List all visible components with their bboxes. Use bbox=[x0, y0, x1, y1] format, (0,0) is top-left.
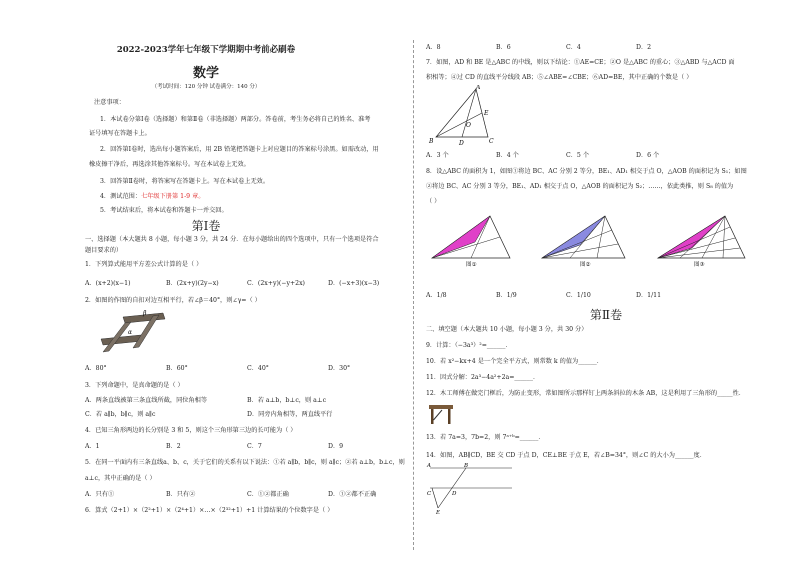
note-line: 1．本试卷分第Ⅰ卷（选择题）和第Ⅱ卷（非选择题）两部分。答卷前，考生务必将自己的姓名、准考 bbox=[100, 116, 371, 123]
option: A．1 bbox=[85, 443, 100, 450]
vertex-label: E bbox=[484, 110, 489, 117]
subject-title: 数学 bbox=[192, 66, 219, 81]
question-8-cont: ②将边 BC、AC 分别 3 等分，BE₁、AD₁ 相交于点 O，△AOB 的面积记为 S₂；……，依此类推，则 S₈ 的值为 bbox=[426, 183, 734, 190]
question-7: 7．如图，AD 和 BE 是△ABC 的中线，则以下结论：①AE=CE；②O 是△ABC 的重心；③△ABD 与△ACD 面 bbox=[426, 59, 735, 66]
exam-info: （考试时间：120 分钟 试卷满分：140 分） bbox=[151, 84, 261, 90]
option: D．1/11 bbox=[636, 292, 662, 299]
column-divider bbox=[413, 40, 414, 550]
question-3: 3．下列命题中，是真命题的是（ ） bbox=[85, 382, 184, 389]
ruler-figure bbox=[95, 307, 185, 357]
option: C．(2x+y)(−y+2x) bbox=[247, 280, 305, 287]
table-figure bbox=[428, 402, 454, 426]
option: D．9 bbox=[328, 443, 344, 450]
option: B．2 bbox=[166, 443, 181, 450]
part2-heading: 第Ⅱ卷 bbox=[589, 308, 623, 322]
option: D．6 个 bbox=[636, 152, 660, 159]
figure-caption: 图③ bbox=[694, 262, 705, 268]
fraction: 1/11 bbox=[647, 292, 662, 299]
option: B．只有② bbox=[166, 491, 196, 498]
area-triangles-figure bbox=[430, 212, 785, 270]
option: C．40° bbox=[247, 365, 269, 372]
section-intro: 二、填空题（本大题共 10 小题，每小题 3 分，共 30 分） bbox=[426, 326, 588, 333]
question-5: 5．在同一平面内有三条直线a、b、c，关于它们的关系有以下说法：①若 a∥b，b∥c，则 a∥c；②若 a⊥b，b⊥c，则 bbox=[85, 459, 405, 466]
question-8-cont: （ ） bbox=[426, 198, 441, 205]
fraction: 1/8 bbox=[436, 292, 447, 299]
parallel-lines-figure bbox=[426, 462, 516, 514]
question-13: 13．若 7a=3，7b=2，则 7ᵃ⁺ᵇ=______． bbox=[426, 434, 545, 441]
question-9: 9．计算：（−3a³）²=______． bbox=[426, 342, 512, 349]
point-label: C bbox=[427, 491, 432, 497]
question-5-cont: a⊥c，其中正确的是（ ） bbox=[85, 475, 156, 482]
question-7-cont: 积相等；④过 CD 的直线平分线段 AB；⑤∠ABE=∠CBE；⑥AD=BE，其中正确的个数是（ ） bbox=[426, 74, 693, 81]
question-11: 11．因式分解：2a³−4a²+2a=______． bbox=[426, 374, 540, 381]
option: B．1/9 bbox=[496, 292, 517, 299]
option: B．若 a⊥b，b⊥c，则 a⊥c bbox=[247, 397, 327, 404]
option: B．4 个 bbox=[496, 152, 519, 159]
option: D．2 bbox=[636, 44, 652, 51]
option: A．80° bbox=[85, 365, 107, 372]
option: A．3 个 bbox=[426, 152, 449, 159]
section-intro: 一、选择题（本大题共 8 小题，每小题 3 分，共 24 分．在每小题给出的四个选项中，只有一个选项是符合 bbox=[85, 236, 379, 243]
note-line: 3．回答第Ⅱ卷时，将答案写在答题卡上。写在本试卷上无效。 bbox=[100, 178, 270, 185]
option: A．只有① bbox=[85, 491, 115, 498]
figure-1 bbox=[432, 216, 510, 268]
vertex-label: D bbox=[459, 140, 464, 147]
option: C．7 bbox=[247, 443, 262, 450]
alpha-label: α bbox=[128, 329, 133, 336]
option: A．1/8 bbox=[426, 292, 447, 299]
figure-caption: 图② bbox=[580, 262, 591, 268]
vertex-label: O bbox=[466, 122, 471, 129]
option: D．30° bbox=[328, 365, 351, 372]
right-column bbox=[418, 0, 794, 562]
option: C．1/10 bbox=[566, 292, 591, 299]
note-line: 橡皮擦干净后，再选涂其他答案标号。写在本试卷上无效。 bbox=[89, 161, 250, 168]
note-line: 证号填写在答题卡上。 bbox=[89, 130, 151, 137]
option: D．①②都不正确 bbox=[328, 491, 377, 498]
figure-3 bbox=[658, 216, 745, 268]
question-12: 12．木工师傅在做完门框后，为防止变形，常如图所示那样钉上两条斜拉的木条 AB，这是利用了三角形的_____性． bbox=[426, 390, 745, 397]
option: A．8 bbox=[426, 44, 441, 51]
section-intro: 题目要求的） bbox=[85, 247, 123, 254]
note-line: 2．回答第Ⅰ卷时，选出每小题答案后，用 2B 铅笔把答题卡上对应题目的答案标号涂黑。如需改动，用 bbox=[100, 146, 379, 153]
question-2: 2．如图的作图的自扣对边互相平行，若∠β＝40°，则∠γ=（ ） bbox=[85, 297, 261, 304]
point-label: B bbox=[464, 463, 469, 469]
fraction: 1/10 bbox=[576, 292, 591, 299]
point-label: E bbox=[436, 510, 441, 514]
option: D．同旁内角相等，两直线平行 bbox=[247, 411, 333, 418]
question-14: 14．如图，AB∥CD，BE 交 CD 于点 D，CE⊥BE 于点 E，若∠B=34°，则∠C 的大小为______度． bbox=[426, 452, 706, 459]
beta-label: β bbox=[143, 310, 147, 317]
fraction: 1/9 bbox=[506, 292, 517, 299]
option: B．6 bbox=[496, 44, 511, 51]
question-4: 4．已知三角形两边的长分别是 3 和 5，则这个三角形第三边的长可能为（ ） bbox=[85, 427, 297, 434]
option: C．4 bbox=[566, 44, 581, 51]
exam-title: 2022-2023学年七年级下学期期中考前必刷卷 bbox=[116, 45, 296, 55]
figure-2 bbox=[542, 216, 625, 268]
option: A．(x+2)(x−1) bbox=[85, 280, 131, 287]
option: B．(2x+y)(2y−x) bbox=[166, 280, 219, 287]
triangle-medians-figure bbox=[426, 85, 506, 147]
option: B．60° bbox=[166, 365, 188, 372]
part1-heading: 第Ⅰ卷 bbox=[191, 219, 221, 233]
question-8: 8．设△ABC 的面积为 1，如图①将边 BC、AC 分别 2 等分，BE₁、AD₁ 相交于点 O，△AOB 的面积记为 S₁；如图 bbox=[426, 168, 747, 175]
option: A．两条直线被第三条直线所截，同位角相等 bbox=[85, 397, 208, 404]
option: C．5 个 bbox=[566, 152, 590, 159]
option: C．若 a∥b，b∥c，则 a∥c bbox=[85, 411, 156, 418]
question-6: 6．算式（2+1）×（2²+1）×（2⁴+1）×…×（2³²+1）+1 计算结果的个位数字是（ ） bbox=[85, 507, 334, 514]
question-10: 10．若 x²−kx+4 是一个完全平方式，则常数 k 的值为______． bbox=[426, 358, 603, 365]
figure-caption: 图① bbox=[466, 262, 477, 268]
vertex-label: A bbox=[476, 85, 481, 91]
test-scope: 七年级下册第 1-9 章。 bbox=[141, 193, 205, 200]
option: C．①②都正确 bbox=[247, 491, 289, 498]
notes-heading: 注意事项： bbox=[94, 99, 125, 106]
option: D．(−x+3)(x−3) bbox=[328, 280, 380, 287]
note-line: 5．考试结束后，将本试卷和答题卡一并交回。 bbox=[100, 207, 228, 214]
note-line: 4．测试范围：七年级下册第 1-9 章。 bbox=[100, 193, 205, 200]
vertex-label: B bbox=[429, 138, 434, 145]
question-1: 1．下列算式能用平方差公式计算的是（ ） bbox=[85, 261, 203, 268]
vertex-label: C bbox=[489, 138, 494, 145]
point-label: D bbox=[452, 491, 457, 497]
point-label: A bbox=[427, 463, 431, 469]
